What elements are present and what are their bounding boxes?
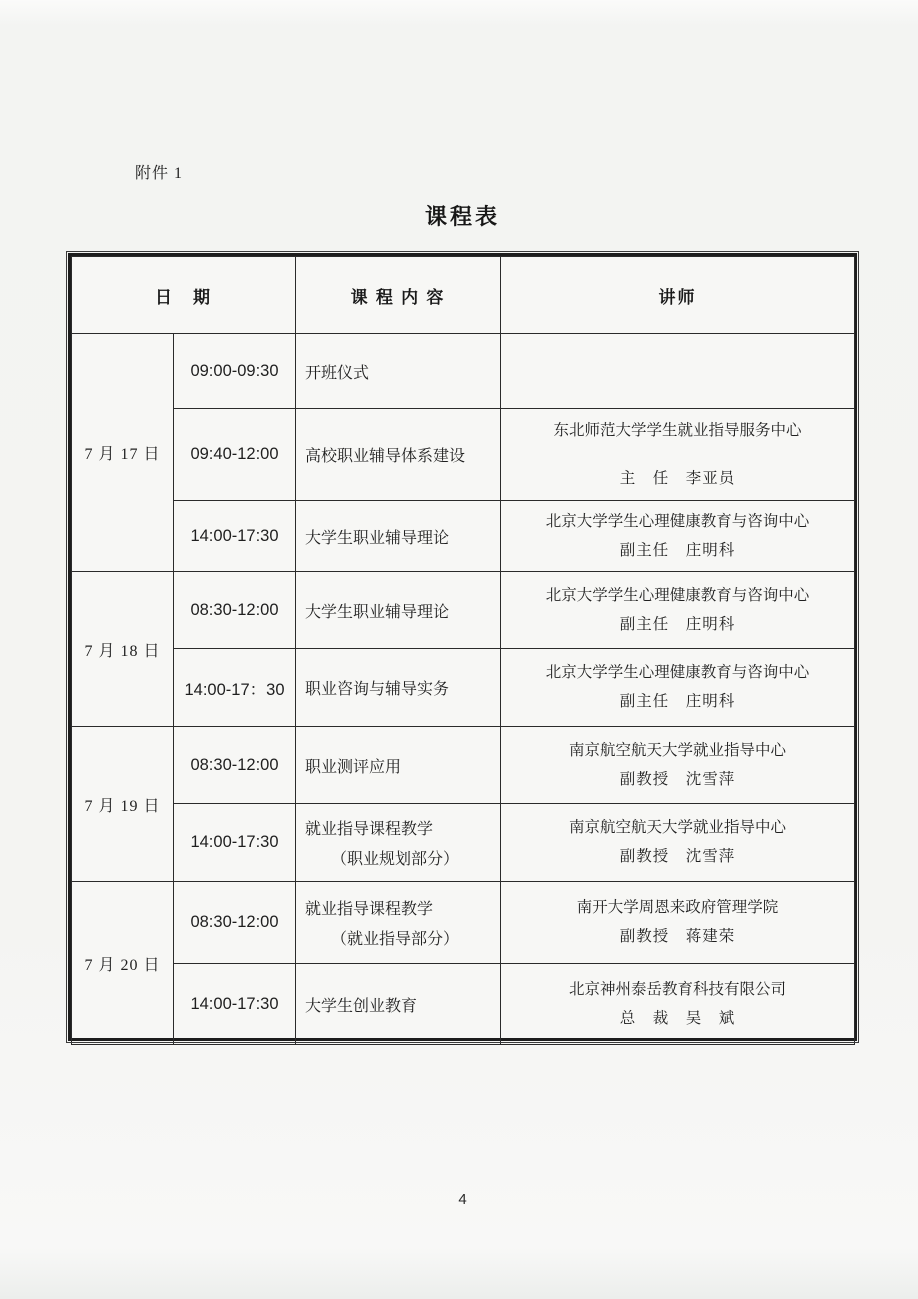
course-line1: 大学生职业辅导理论 (305, 529, 450, 547)
time-cell: 08:30-12:00 (174, 572, 296, 649)
lecturer-cell (501, 882, 855, 964)
course-line1: 职业咨询与辅导实务 (305, 681, 450, 698)
date-cell: 7 月 17 日 (72, 334, 174, 572)
lecturer-cell (501, 572, 855, 649)
lecturer-name: 副主任 庄明科 (619, 615, 736, 633)
lecturer-cell (501, 409, 855, 501)
lecturer-org: 东北师范大学学生就业指导服务中心 (553, 421, 802, 439)
lecturer-name: 副教授 沈雪萍 (619, 770, 736, 788)
lecturer-name: 主 任 李亚员 (619, 469, 736, 487)
lecturer-org: 南京航空航天大学就业指导中心 (568, 819, 786, 836)
date-cell: 7 月 20 日 (72, 882, 174, 1045)
schedule-table (71, 256, 855, 1045)
course-line2: （就业指导部分） (331, 931, 460, 948)
lecturer-org: 北京神州泰岳教育科技有限公司 (568, 980, 786, 998)
lecturer-name: 总 裁 吴 斌 (619, 1009, 736, 1027)
lecturer-org: 北京大学学生心理健康教育与咨询中心 (545, 586, 810, 604)
page-title: 课程表 (424, 204, 500, 229)
table-row (72, 572, 855, 649)
course-line1: 高校职业辅导体系建设 (305, 448, 466, 465)
table-row (72, 649, 855, 727)
date-cell: 7 月 19 日 (72, 727, 174, 882)
schedule-table-frame (68, 253, 857, 1041)
course-cell (296, 882, 501, 964)
time-cell: 08:30-12:00 (174, 727, 296, 804)
table-row (72, 501, 855, 572)
table-row (72, 882, 855, 964)
course-cell (296, 334, 501, 409)
time-cell: 14:00-17:30 (174, 804, 296, 882)
lecturer-cell (501, 649, 855, 727)
time-cell: 09:00-09:30 (174, 334, 296, 409)
table-header-row (72, 257, 855, 334)
lecturer-name: 副主任 庄明科 (619, 693, 736, 710)
header-lecturer: 讲师 (501, 257, 855, 334)
course-line1: 大学生创业教育 (305, 997, 418, 1015)
time-cell: 14:00-17：30 (174, 649, 296, 727)
lecturer-org: 南开大学周恩来政府管理学院 (576, 899, 779, 916)
course-cell (296, 649, 501, 727)
course-line1: 大学生职业辅导理论 (305, 603, 450, 621)
lecturer-name: 副教授 蒋建荣 (619, 928, 736, 945)
lecturer-org: 北京大学学生心理健康教育与咨询中心 (545, 664, 810, 681)
table-row (72, 727, 855, 804)
lecturer-cell (501, 804, 855, 882)
course-cell (296, 572, 501, 649)
course-line1: 就业指导课程教学 (305, 901, 434, 918)
page-number: 4 (458, 1191, 467, 1208)
course-cell (296, 804, 501, 882)
lecturer-name: 副教授 沈雪萍 (619, 848, 736, 865)
table-row (72, 804, 855, 882)
course-cell (296, 964, 501, 1045)
lecturer-cell (501, 727, 855, 804)
course-cell (296, 501, 501, 572)
course-line2: （职业规划部分） (331, 851, 460, 868)
lecturer-name: 副主任 庄明科 (619, 541, 736, 559)
lecturer-org: 北京大学学生心理健康教育与咨询中心 (545, 512, 810, 530)
table-row (72, 964, 855, 1045)
time-cell: 08:30-12:00 (174, 882, 296, 964)
attachment-label: 附件 1 (135, 165, 184, 182)
lecturer-cell (501, 334, 855, 409)
course-line1: 就业指导课程教学 (305, 821, 434, 838)
table-row (72, 334, 855, 409)
course-line1: 开班仪式 (305, 364, 370, 382)
lecturer-org: 南京航空航天大学就业指导中心 (568, 741, 786, 759)
lecturer-cell (501, 964, 855, 1045)
date-cell: 7 月 18 日 (72, 572, 174, 727)
time-cell: 09:40-12:00 (174, 409, 296, 501)
table-row (72, 409, 855, 501)
header-course: 课 程 内 容 (296, 257, 501, 334)
time-cell: 14:00-17:30 (174, 501, 296, 572)
time-cell: 14:00-17:30 (174, 964, 296, 1045)
course-cell (296, 727, 501, 804)
header-date: 日 期 (72, 257, 296, 334)
course-cell (296, 409, 501, 501)
lecturer-cell (501, 501, 855, 572)
course-line1: 职业测评应用 (305, 758, 402, 776)
